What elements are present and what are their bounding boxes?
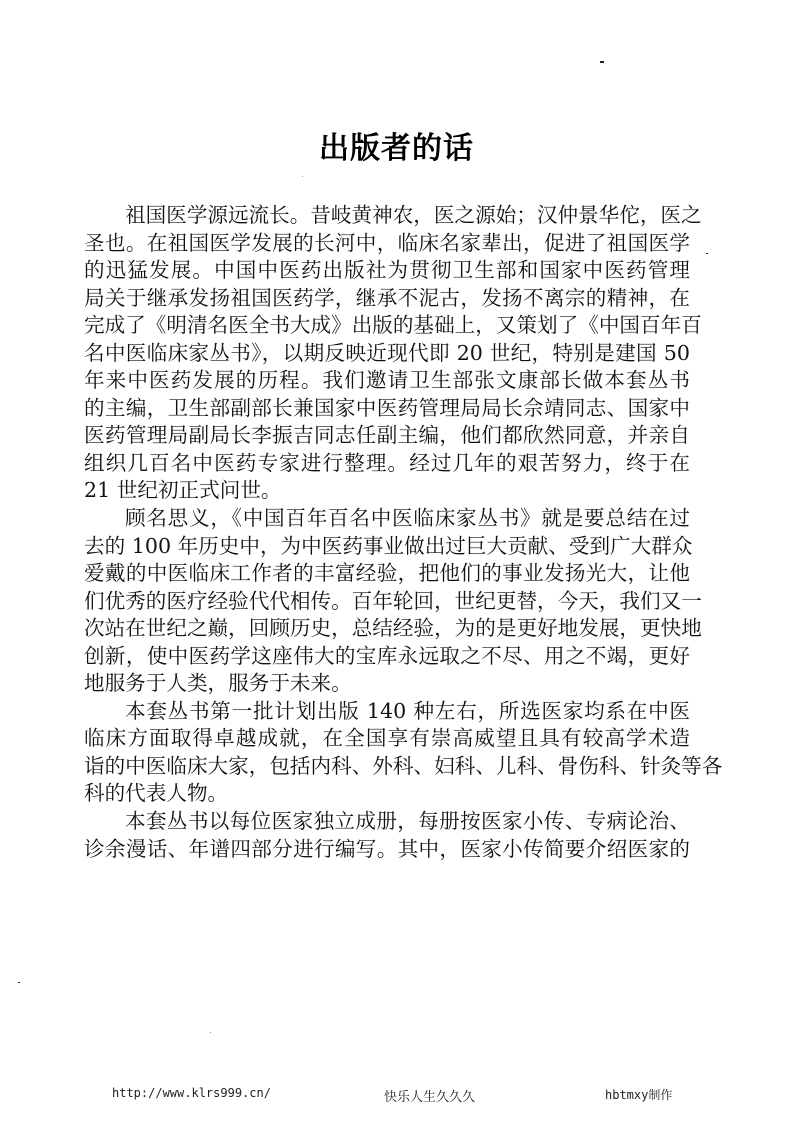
text-line: 的迅猛发展。中国中医药出版社为贯彻卫生部和国家中医药管理 (84, 258, 690, 283)
scan-speck (18, 982, 20, 983)
text-line: 诣的中医临床大家，包括内科、外科、妇科、儿科、骨伤科、针灸等各 (84, 753, 723, 778)
footer-credit: hbtmxy制作 (605, 1088, 673, 1102)
text-line: 去的 100 年历史中，为中医药事业做出过巨大贡献、受到广大群众 (84, 533, 693, 558)
text-line: 本套丛书以每位医家独立成册，每册按医家小传、专病论治、 (125, 809, 690, 834)
text-line: 祖国医学源远流长。昔岐黄神农，医之源始；汉仲景华佗，医之 (125, 203, 702, 227)
text-line: 次站在世纪之巅，回顾历史，总结经验，为的是更好地发展，更快地 (84, 616, 702, 641)
paragraph (84, 808, 690, 863)
body-text (84, 202, 723, 863)
text-line: 医药管理局副局长李振吉同志任副主编，他们都欣然同意，并亲自 (84, 423, 690, 448)
text-line: 诊余漫话、年谱四部分进行编写。其中，医家小传简要介绍医家的 (84, 836, 690, 861)
page-title: 出版者的话 (319, 131, 474, 166)
text-line: 年来中医药发展的历程。我们邀请卫生部张文康部长做本套丛书 (84, 368, 690, 393)
text-line: 本套丛书第一批计划出版 140 种左右，所选医家均系在中医 (125, 698, 690, 723)
text-line: 完成了《明清名医全书大成》出版的基础上，又策划了《中国百年百 (84, 313, 702, 338)
text-line: 21 世纪初正式问世。 (84, 478, 282, 503)
text-line: 圣也。在祖国医学发展的长河中，临床名家辈出，促进了祖国医学 (84, 230, 690, 255)
footer-url-link[interactable]: http://www.klrs999.cn/ (112, 1086, 271, 1100)
text-line: 爱戴的中医临床工作者的丰富经验，把他们的事业发扬光大，让他 (84, 561, 690, 586)
scan-speck (210, 1032, 211, 1033)
page-footer (0, 1086, 793, 1106)
text-line: 临床方面取得卓越成就，在全国享有崇高威望且具有较高学术造 (84, 726, 690, 751)
text-line: 地服务于人类，服务于未来。 (84, 671, 352, 696)
paragraph (84, 698, 723, 808)
text-line: 组织几百名中医药专家进行整理。经过几年的艰苦努力，终于在 (84, 450, 690, 475)
text-line: 顾名思义，《中国百年百名中医临床家丛书》就是要总结在过 (125, 506, 690, 531)
scan-speck (600, 61, 604, 63)
footer-slogan: 快乐人生久久久 (384, 1090, 476, 1105)
text-line: 科的代表人物。 (84, 781, 229, 806)
paragraph (84, 202, 702, 505)
scan-speck (302, 176, 303, 177)
scan-speck (706, 253, 708, 254)
paragraph (84, 505, 702, 698)
text-line: 名中医临床家丛书》，以期反映近现代即 20 世纪，特别是建国 50 (84, 340, 690, 365)
text-line: 的主编，卫生部副部长兼国家中医药管理局局长佘靖同志、国家中 (84, 395, 690, 420)
text-line: 们优秀的医疗经验代代相传。百年轮回，世纪更替，今天，我们又一 (84, 588, 702, 613)
text-line: 局关于继承发扬祖国医药学，继承不泥古，发扬不离宗的精神，在 (84, 285, 690, 310)
text-line: 创新，使中医药学这座伟大的宝库永远取之不尽、用之不竭，更好 (84, 643, 690, 668)
